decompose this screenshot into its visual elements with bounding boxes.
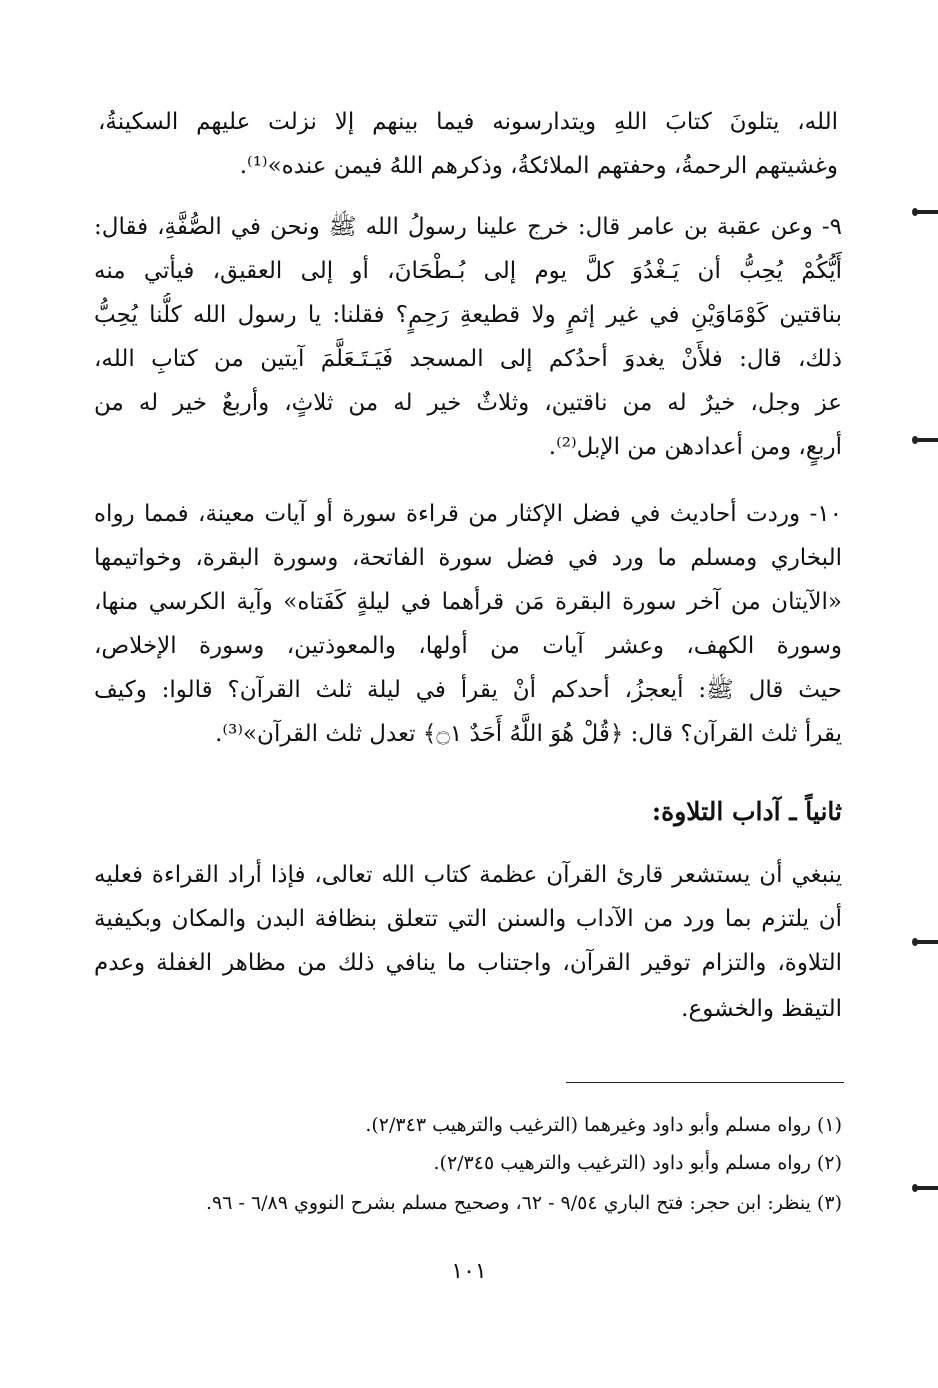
item10-line-3: «الآيتان من آخر سورة البقرة مَن قرأهما في ليلةٍ كَفَتاه» وآية الكرسي منها، — [94, 589, 842, 615]
item9-line-5: عز وجل، خيرٌ له من ناقتين، وثلاثٌ خير له من ثلاثٍ، وأربعٌ خير له من — [94, 390, 842, 416]
item10-line-1: ١٠- وردت أحاديث في فضل الإكثار من قراءة سورة أو آيات معينة، فمما رواه — [94, 501, 842, 527]
margin-mark — [916, 940, 938, 944]
page-number: ١٠١ — [451, 1259, 487, 1284]
item9-line-3: بناقتين كَوْمَاوَيْنِ في غير إثمٍ ولا قطيعةِ رَحِمٍ؟ فقلنا: يا رسول الله كلُّنا يُحِبُّ — [94, 302, 842, 328]
item10-line-5: حيث قال ﷺ: أيعجزُ، أحدكم أنْ يقرأ في ليلة ثلث القرآن؟ قالوا: وكيف — [94, 677, 842, 703]
footnote-2: (٢) رواه مسلم وأبو داود (الترغيب والترهيب ٢/٣٤٥). — [433, 1152, 842, 1174]
footnote-separator — [566, 1082, 844, 1083]
margin-mark — [916, 210, 938, 214]
adab-line-3: التلاوة، والتزام توقير القرآن، واجتناب ما ينافي ذلك من مظاهر الغفلة وعدم — [94, 950, 842, 976]
footnote-3: (٣) ينظر: ابن حجر: فتح الباري ٩/٥٤ - ٦٢، وصحيح مسلم بشرح النووي ٦/٨٩ - ٩٦. — [205, 1192, 842, 1214]
intro-line-1: الله، يتلونَ كتابَ اللهِ ويتدارسونه فيما بينهم إلا نزلت عليهم السكينةُ، — [98, 109, 838, 135]
item9-line-2: أَيُّكُمْ يُحِبُّ أن يَـغْدُوَ كلَّ يوم إلى بُـطْحَانَ، أو إلى العقيق، فيأتي منه — [94, 258, 842, 284]
item9-line-4: ذلك، قال: فلأَنْ يغدوَ أحدُكم إلى المسجد فَيَـتَـعَلَّمَ آيتين من كتابِ الله، — [94, 346, 842, 372]
item9-line-6: أربعٍ، ومن أعدادهن من الإبل⁽²⁾. — [548, 434, 842, 460]
item9-line-1: ٩- وعن عقبة بن عامر قال: خرج علينا رسولُ الله ﷺ ونحن في الصُّفَّةِ، فقال: — [94, 214, 842, 240]
margin-mark — [916, 438, 938, 442]
footnote-1: (١) رواه مسلم وأبو داود وغيرهما (الترغيب والترهيب ٢/٣٤٣). — [365, 1114, 842, 1136]
adab-line-4: التيقظ والخشوع. — [681, 996, 842, 1022]
section-heading: ثانياً ـ آداب التلاوة: — [651, 797, 842, 826]
item10-line-4: وسورة الكهف، وعشر آيات من أولها، والمعوذتين، وسورة الإخلاص، — [94, 633, 842, 659]
item10-line-2: البخاري ومسلم ما ورد في فضل سورة الفاتحة، وسورة البقرة، وخواتيمها — [94, 545, 842, 571]
adab-line-2: أن يلتزم بما ورد من الآداب والسنن التي تتعلق بنظافة البدن والمكان وبكيفية — [94, 906, 842, 932]
item10-line-6: يقرأ ثلث القرآن؟ قال: ﴿قُلْ هُوَ اللَّهُ أَحَدٌ ۝١﴾ تعدل ثلث القرآن»⁽³⁾. — [215, 721, 842, 747]
margin-mark — [916, 1186, 938, 1190]
intro-line-2: وغشيتهم الرحمةُ، وحفتهم الملائكةُ، وذكرهم اللهُ فيمن عنده»⁽¹⁾. — [239, 153, 838, 179]
adab-line-1: ينبغي أن يستشعر قارئ القرآن عظمة كتاب الله تعالى، فإذا أراد القراءة فعليه — [94, 862, 842, 888]
